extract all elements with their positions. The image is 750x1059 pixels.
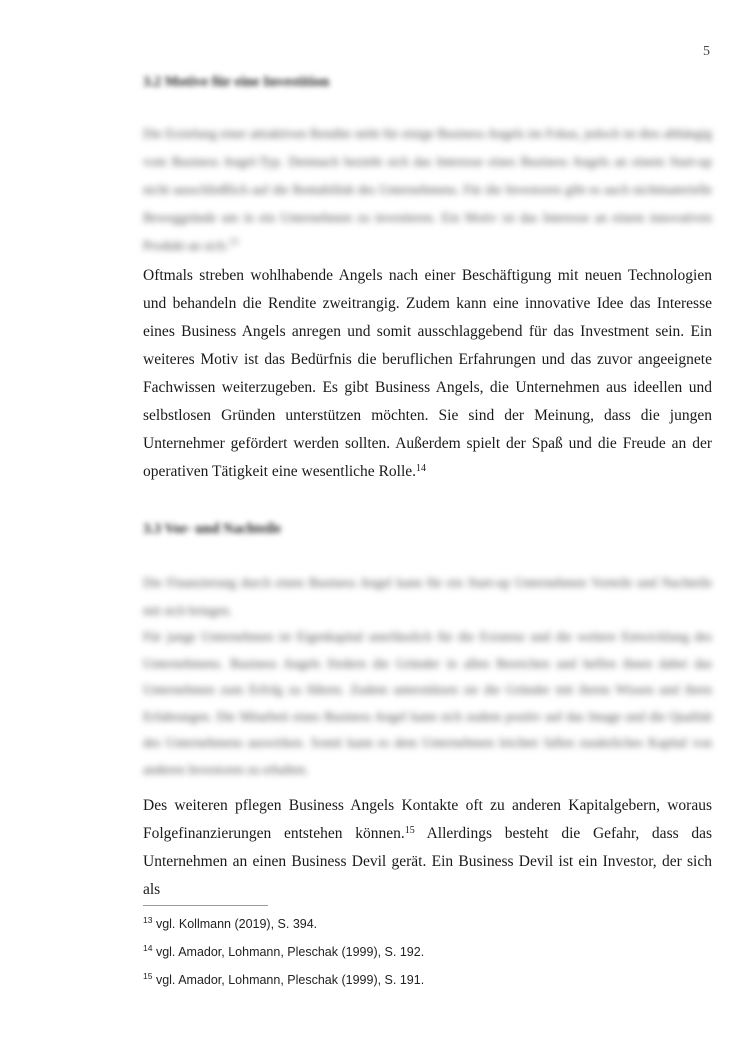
paragraph-advantages-visible [143,792,712,904]
footnote-marker: 13 [228,237,239,248]
footnote-marker: 14 [416,463,427,474]
footnote-15 [143,973,424,987]
footnote-13 [143,917,317,931]
footnote-number: 14 [143,943,153,953]
section-heading-3-2: 3.2 Motive für eine Investition [143,74,330,90]
paragraph-text: Die Erzielung einer attraktiven Rendite steht für einige Business Angels im Fokus, jedoch ist dies abhängig vom Business Angel-Typ. Demnach bezieht sich das Interesse eines Business Angels an einem Start-up nicht ausschließlich auf die Rentabilität des Unternehmens. Für die Investoren gibt es auch nichtmaterielle Beweggründe um in ein Unternehmen zu investieren. Ein Motiv ist das Interesse an einem innovativen Produkt an sich. [143,126,712,253]
paragraph-blurred-intro: Die Finanzierung durch einen Business Angel kann für ein Start-up Unternehmen Vorteile und Nachteile mit sich bringen. [143,575,712,618]
footnote-text: vgl. Amador, Lohmann, Pleschak (1999), S. 192. [155,945,425,959]
paragraph-text: Allerdings besteht die Gefahr, dass das Unternehmen an einen Business Devil gerät. Ein Business Devil ist ein Investor, der sich als [143,825,712,898]
paragraph-blurred-advantages: Für junge Unternehmen ist Eigenkapital unerlässlich für die Existenz und die weitere Entwicklung des Unternehmens. Business Angels fördern die Gründer in allen Bereichen und helfen ihnen dabei das Unternehmen zum Erfolg zu führen. Zudem unterstützen sie die Gründer mit ihrem Wissen und ihren Erfahrungen. Die Mitarbeit eines Business Angel kann sich zudem positiv auf das Image und die Qualität des Unternehmens auswirken. Somit kann es dem Unternehmen leichter fallen zusätzliches Kapital von anderen Investoren zu erhalten. [143,629,712,777]
footnote-number: 13 [143,915,153,925]
section-heading-3-3: 3.3 Vor- und Nachteile [143,521,282,537]
paragraph-text: Oftmals streben wohlhabende Angels nach einer Beschäftigung mit neuen Technologien und behandeln die Rendite zweitrangig. Zudem kann eine innovative Idee das Interesse eines Business Angels anregen und somit ausschlaggebend für das Investment sein. Ein weiteres Motiv ist das Bedürfnis die beruflichen Erfahrungen und das zuvor angeeignete Fachwissen weiterzugeben. Es gibt Business Angels, die Unternehmen aus ideellen und selbstlosen Gründen unterstützen möchten. Sie sind der Meinung, dass die jungen Unternehmer gefördert werden sollten. Außerdem spielt der Spaß und die Freude an der operativen Tätigkeit eine wesentliche Rolle. [143,267,712,480]
paragraph-text: Des weiteren pflegen Business Angels Kontakte oft zu anderen Kapitalgebern, woraus Folgefinanzierungen entstehen können. [143,797,712,842]
footnote-separator [143,905,268,906]
paragraph-blurred-motives [143,120,712,260]
footnote-number: 15 [143,971,153,981]
footnote-marker: 15 [404,825,415,836]
footnote-text: vgl. Amador, Lohmann, Pleschak (1999), S. 191. [155,973,425,987]
paragraph-motives-visible [143,262,712,486]
footnote-14 [143,945,424,959]
footnote-text: vgl. Kollmann (2019), S. 394. [155,917,318,931]
page-number: 5 [703,44,710,59]
